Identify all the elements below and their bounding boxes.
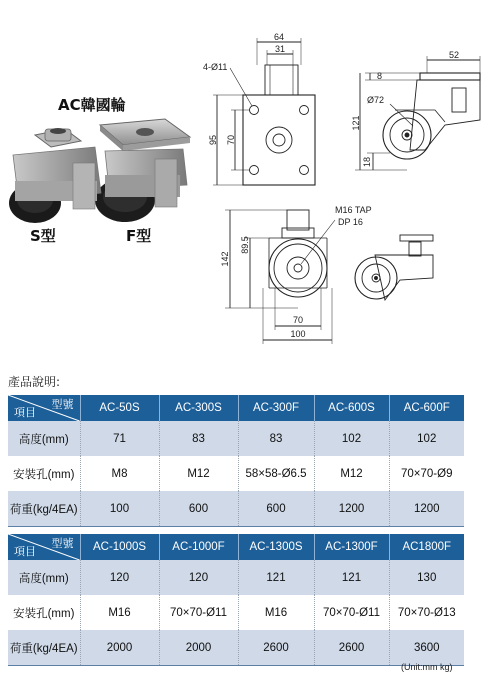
spec-table-2 — [8, 534, 464, 666]
table-cell: 121 — [314, 560, 389, 595]
f-type-caster — [95, 119, 190, 222]
table-row — [8, 595, 464, 630]
corner-model-label: 型號 — [51, 538, 74, 550]
side-view — [351, 50, 480, 170]
table-cell: 58×58-Ø6.5 — [238, 456, 314, 491]
table-cell: 130 — [389, 560, 464, 595]
f-type-label: F型 — [126, 227, 152, 245]
top-view — [203, 32, 315, 185]
dim-top-width: 64 — [273, 32, 285, 42]
dim-121: 121 — [351, 115, 361, 131]
model-header: AC-600F — [389, 395, 464, 421]
table-cell: 102 — [389, 421, 464, 456]
caster-photo — [5, 115, 195, 230]
table-cell: 2000 — [159, 630, 238, 666]
table-cell: 2600 — [314, 630, 389, 666]
table-cell: 100 — [80, 491, 159, 527]
table-cell: 83 — [159, 421, 238, 456]
table-row — [8, 421, 464, 456]
table-cell: 2000 — [80, 630, 159, 666]
table-cell: 70×70-Ø11 — [159, 595, 238, 630]
depth-note: DP 16 — [338, 217, 363, 227]
table-cell: 600 — [159, 491, 238, 527]
dim-72: Ø72 — [367, 95, 385, 105]
spec-table-1 — [8, 395, 464, 527]
table-cell: 120 — [80, 560, 159, 595]
dim-top-inner: 31 — [274, 44, 286, 54]
table-cell: 1200 — [389, 491, 464, 527]
table-cell: 120 — [159, 560, 238, 595]
model-header: AC-300F — [238, 395, 314, 421]
dim-bottom-outer: 100 — [290, 329, 306, 339]
corner-model-label: 型號 — [51, 399, 74, 411]
row-label: 安裝孔(mm) — [8, 456, 80, 491]
thread-note: M16 TAP — [335, 205, 372, 215]
dim-side-height: 95 — [208, 134, 218, 146]
table-row — [8, 560, 464, 595]
table-cell: 70×70-Ø11 — [314, 595, 389, 630]
dim-142: 142 — [220, 251, 230, 267]
table-cell: 102 — [314, 421, 389, 456]
table-cell: 2600 — [238, 630, 314, 666]
section-title: 產品說明: — [8, 375, 61, 389]
row-label: 安裝孔(mm) — [8, 595, 80, 630]
model-header: AC-300S — [159, 395, 238, 421]
dim-bottom-inner: 70 — [292, 315, 304, 325]
table-cell: 83 — [238, 421, 314, 456]
table-cell: 121 — [238, 560, 314, 595]
table-cell: M16 — [80, 595, 159, 630]
row-label: 荷重(kg/4EA) — [8, 491, 80, 527]
table-row — [8, 630, 464, 666]
model-header: AC1800F — [389, 534, 464, 560]
dim-18: 18 — [362, 156, 372, 168]
table-cell: M16 — [238, 595, 314, 630]
table-cell: M12 — [159, 456, 238, 491]
product-title: AC韓國輪 — [58, 96, 126, 114]
table-row — [8, 491, 464, 527]
row-label: 荷重(kg/4EA) — [8, 630, 80, 666]
table-cell: M8 — [80, 456, 159, 491]
technical-drawing — [195, 30, 497, 350]
table-cell: 600 — [238, 491, 314, 527]
table-row — [8, 456, 464, 491]
dim-89-5: 89.5 — [240, 236, 250, 254]
bottom-side-view — [355, 235, 433, 300]
table-cell: 1200 — [314, 491, 389, 527]
table-corner-header — [8, 395, 80, 421]
table-cell: 70×70-Ø13 — [389, 595, 464, 630]
corner-item-label: 項目 — [14, 546, 36, 558]
table-cell: 71 — [80, 421, 159, 456]
s-type-caster — [9, 128, 101, 223]
corner-item-label: 項目 — [14, 407, 36, 419]
row-label: 高度(mm) — [8, 421, 80, 456]
table-cell: M12 — [314, 456, 389, 491]
model-header: AC-1000F — [159, 534, 238, 560]
model-header: AC-1000S — [80, 534, 159, 560]
unit-note: (Unit:mm kg) — [401, 662, 453, 672]
bottom-view — [220, 205, 372, 344]
dim-8: 8 — [377, 71, 383, 81]
row-label: 高度(mm) — [8, 560, 80, 595]
model-header: AC-50S — [80, 395, 159, 421]
model-header: AC-1300F — [314, 534, 389, 560]
table-corner-header — [8, 534, 80, 560]
table-cell: 70×70-Ø9 — [389, 456, 464, 491]
dim-side-width: 52 — [448, 50, 460, 60]
hole-note: 4-Ø11 — [203, 62, 228, 72]
model-header: AC-600S — [314, 395, 389, 421]
s-type-label: S型 — [30, 227, 56, 245]
dim-side-inner: 70 — [226, 134, 236, 146]
model-header: AC-1300S — [238, 534, 314, 560]
table-cell: 3600 — [389, 630, 464, 666]
